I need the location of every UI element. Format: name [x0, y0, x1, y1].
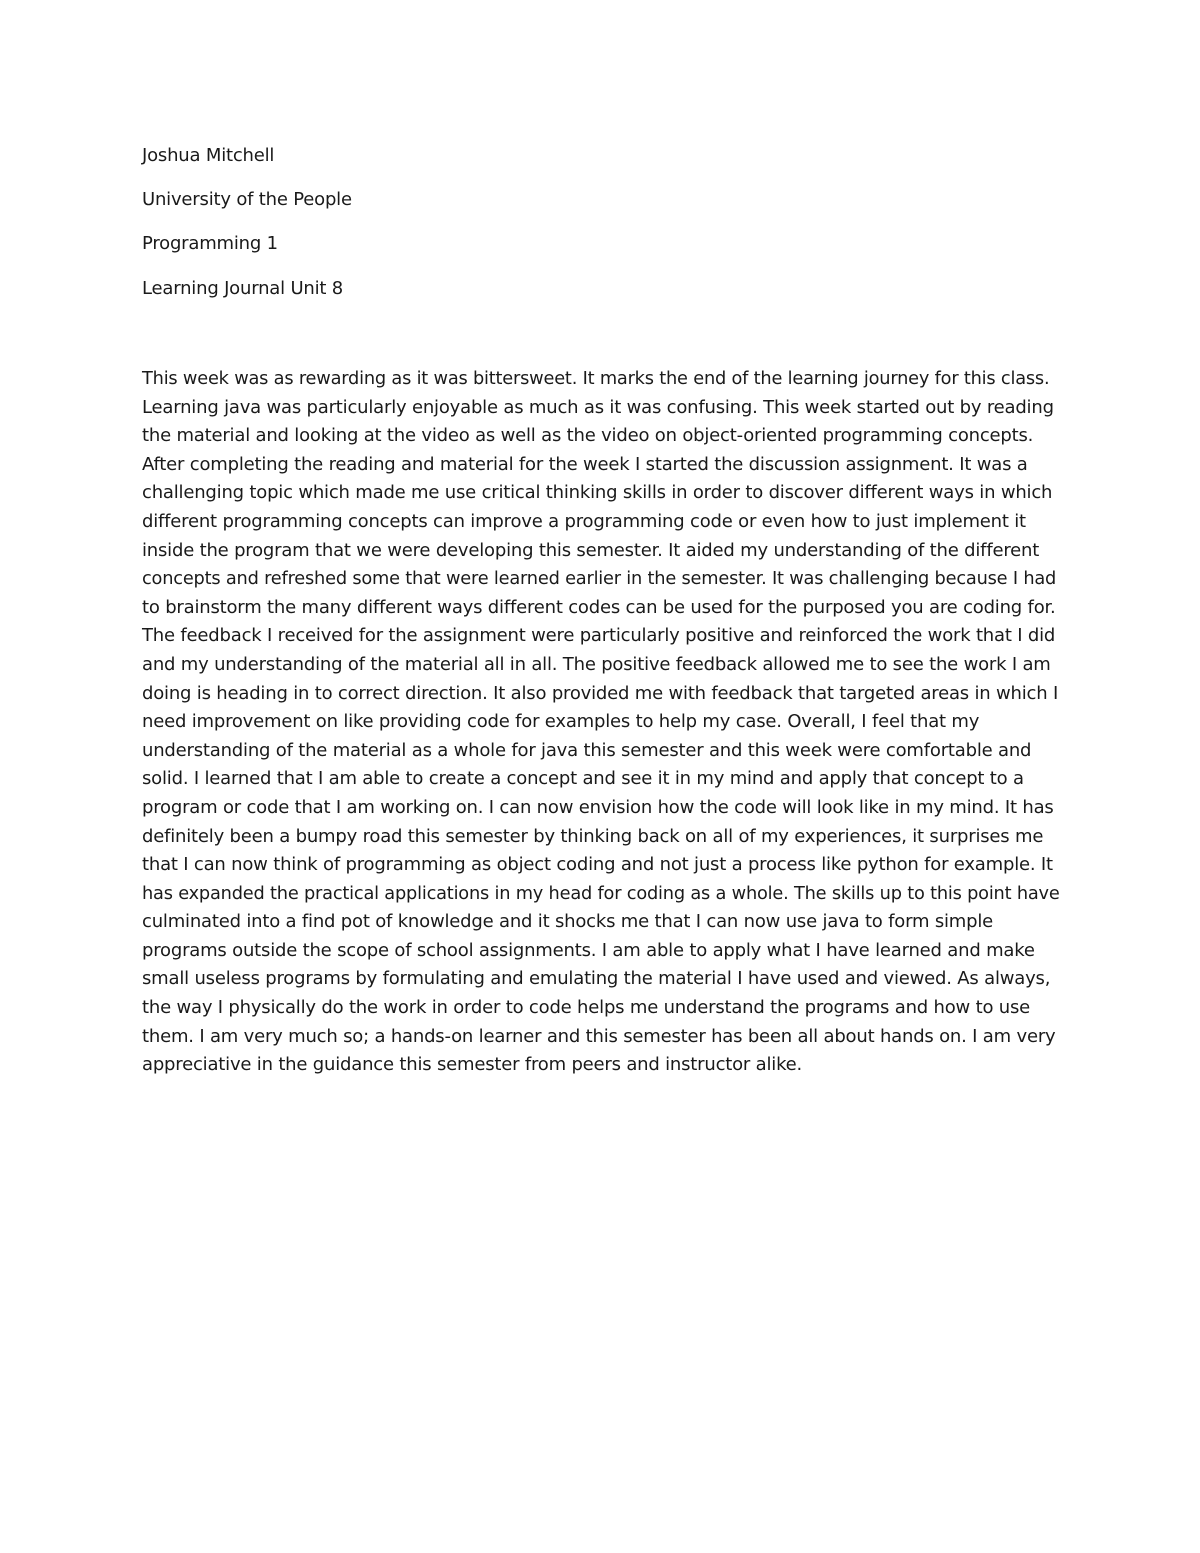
- body-line: The feedback I received for the assignment were particularly positive and reinforced the work that I did: [142, 625, 1056, 647]
- course-name: Programming 1: [142, 233, 278, 254]
- body-line: challenging topic which made me use critical thinking skills in order to discover different ways in which: [142, 482, 1053, 504]
- body-line: This week was as rewarding as it was bittersweet. It marks the end of the learning journey for this class.: [142, 369, 1050, 389]
- institution-name: University of the People: [142, 189, 352, 210]
- body-line: need improvement on like providing code for examples to help my case. Overall, I feel that my: [142, 711, 980, 733]
- body-line: understanding of the material as a whole for java this semester and this week were comfortable and: [142, 739, 1032, 761]
- body-line: the material and looking at the video as well as the video on object-oriented programming concepts.: [142, 425, 1034, 447]
- body-line: After completing the reading and material for the week I started the discussion assignment. It was a: [142, 453, 1028, 475]
- body-line: them. I am very much so; a hands-on learner and this semester has been all about hands on. I am very: [142, 1025, 1056, 1047]
- body-line: the way I physically do the work in order to code helps me understand the programs and how to use: [142, 997, 1031, 1019]
- assignment-title: Learning Journal Unit 8: [142, 278, 344, 299]
- body-line: solid. I learned that I am able to create a concept and see it in my mind and apply that concept to a: [142, 768, 1024, 790]
- body-line: programs outside the scope of school assignments. I am able to apply what I have learned and make: [142, 939, 1035, 961]
- body-line: different programming concepts can improve a programming code or even how to just implement it: [142, 510, 1026, 532]
- body-line: to brainstorm the many different ways different codes can be used for the purposed you are coding for.: [142, 596, 1056, 618]
- author-name: Joshua Mitchell: [142, 145, 275, 166]
- body-line: definitely been a bumpy road this semester by thinking back on all of my experiences, it surprises me: [142, 825, 1044, 847]
- body-line: inside the program that we were developing this semester. It aided my understanding of the different: [142, 539, 1040, 561]
- journal-body: [142, 365, 1062, 1080]
- body-line: small useless programs by formulating and emulating the material I have used and viewed. As always,: [142, 968, 1051, 990]
- body-line: has expanded the practical applications in my head for coding as a whole. The skills up to this point have: [142, 883, 1060, 904]
- body-line: that I can now think of programming as object coding and not just a process like python for example. It: [142, 854, 1053, 876]
- body-line: and my understanding of the material all in all. The positive feedback allowed me to see the work I am: [142, 653, 1051, 675]
- body-line: program or code that I am working on. I can now envision how the code will look like in my mind. It has: [142, 796, 1054, 818]
- body-line: culminated into a find pot of knowledge and it shocks me that I can now use java to form simple: [142, 911, 994, 933]
- body-line: doing is heading in to correct direction. It also provided me with feedback that targeted areas in which I: [142, 682, 1059, 704]
- body-line: concepts and refreshed some that were learned earlier in the semester. It was challenging because I had: [142, 569, 1057, 590]
- body-line: appreciative in the guidance this semester from peers and instructor alike.: [142, 1054, 803, 1076]
- body-line: Learning java was particularly enjoyable as much as it was confusing. This week started out by reading: [142, 396, 1054, 418]
